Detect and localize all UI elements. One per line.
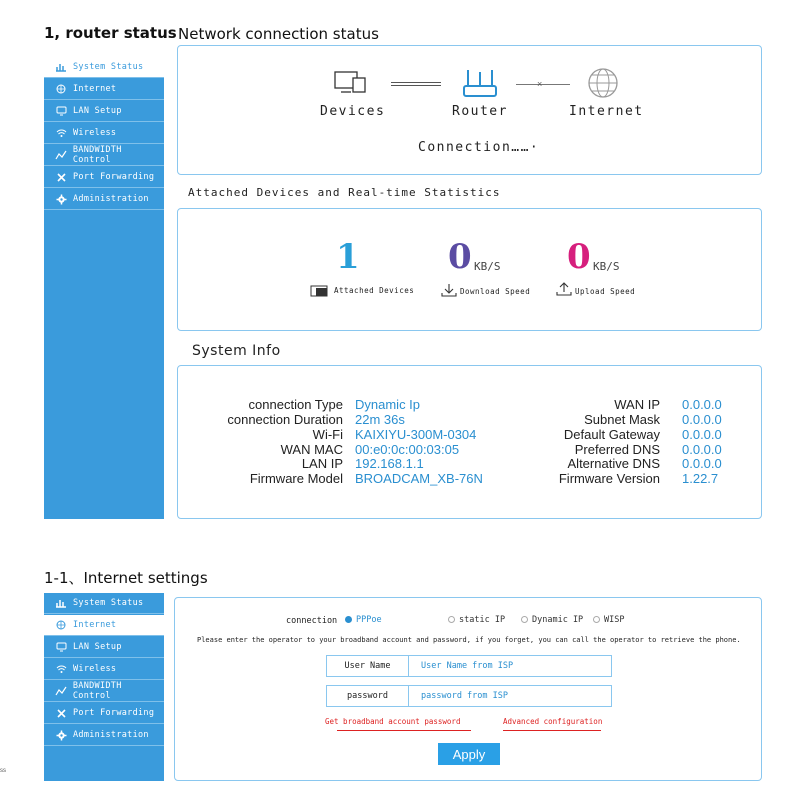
attached-devices-count: 1	[336, 237, 360, 277]
section-title-internet-settings: 1-1、Internet settings	[44, 569, 208, 587]
globe-icon	[54, 84, 68, 94]
sidebar-item-system-status[interactable]	[44, 593, 164, 614]
monitor-icon	[54, 642, 68, 652]
get-password-underline	[337, 730, 471, 731]
network-status-title: Network connection status	[178, 25, 379, 43]
sidebar-item-bandwidth-control[interactable]	[44, 681, 164, 702]
download-speed-caption: Download Speed	[460, 287, 531, 296]
attached-devices-caption: Attached Devices	[334, 286, 415, 295]
router-internet-link	[516, 84, 570, 85]
wifi-icon	[54, 664, 68, 674]
get-password-link[interactable]: Get broadband account password	[325, 717, 461, 726]
sidebar-item-label: Wireless	[73, 664, 117, 674]
connection-label: connection	[286, 616, 338, 626]
instructions-text: Please enter the operator to your broadband account and password, if you forget, you can call the operator to retrieve the phone.	[197, 636, 741, 644]
info-value-connection-duration: 22m 36s	[355, 412, 405, 427]
sidebar-item-administration[interactable]	[44, 189, 164, 210]
radio-label-static-ip: static IP	[459, 615, 506, 625]
username-input[interactable]	[409, 656, 611, 676]
info-key-wan-ip: WAN IP	[614, 397, 660, 412]
sidebar-item-internet[interactable]	[44, 615, 164, 636]
bandwidth-icon	[54, 686, 68, 696]
password-input[interactable]	[409, 686, 611, 706]
section-title-router-status: 1, router status	[44, 24, 177, 42]
info-key-preferred-dns: Preferred DNS	[574, 442, 660, 457]
sidebar-item-administration[interactable]	[44, 725, 164, 746]
info-value-wifi: KAIXIYU-300M-0304	[355, 427, 477, 442]
radio-label-wisp: WISP	[604, 615, 625, 625]
sidebar-item-bandwidth-control[interactable]	[44, 145, 164, 166]
info-key-lan-ip: LAN IP	[301, 456, 343, 471]
bar-chart-icon	[54, 598, 68, 608]
tools-icon	[54, 708, 68, 719]
sidebar-item-label: Administration	[73, 730, 149, 740]
info-value-preferred-dns: 0.0.0.0	[682, 442, 722, 457]
system-info-panel	[177, 365, 762, 519]
radio-dynamic-ip[interactable]	[521, 615, 583, 625]
attached-devices-title: Attached Devices and Real-time Statistics	[188, 186, 501, 199]
info-value-wan-ip: 0.0.0.0	[682, 397, 722, 412]
monitor-icon	[54, 106, 68, 116]
info-key-firmware-model: Firmware Model	[249, 471, 343, 486]
radio-label-pppoe: PPPoe	[356, 615, 382, 625]
sidebar-router-status	[44, 57, 164, 519]
username-label: User Name	[327, 656, 409, 676]
sidebar-item-label: BANDWIDTH Control	[72, 681, 122, 701]
download-icon	[441, 283, 457, 302]
info-value-wan-mac: 00:e0:0c:00:03:05	[355, 442, 460, 457]
sidebar-item-label: Port Forwarding	[73, 708, 155, 718]
devices-icon	[333, 68, 373, 103]
password-label: password	[327, 686, 409, 706]
info-value-alternative-dns: 0.0.0.0	[682, 456, 722, 471]
upload-speed-unit: KB/S	[593, 260, 620, 273]
sidebar-item-wireless[interactable]	[44, 123, 164, 144]
sidebar-item-wireless[interactable]	[44, 659, 164, 680]
sidebar-item-port-forwarding[interactable]	[44, 703, 164, 724]
apply-button[interactable]: Apply	[438, 743, 500, 765]
sidebar-internet-settings	[44, 593, 164, 781]
sidebar-item-label: System Status	[73, 62, 144, 72]
upload-speed-caption: Upload Speed	[575, 287, 636, 296]
sidebar-item-label: LAN Setup	[73, 106, 122, 116]
download-speed-unit: KB/S	[474, 260, 501, 273]
internet-label: Internet	[569, 104, 644, 119]
sidebar-item-lan-setup[interactable]	[44, 637, 164, 658]
sidebar-item-label: Port Forwarding	[73, 172, 155, 182]
info-key-subnet-mask: Subnet Mask	[584, 412, 660, 427]
router-label: Router	[452, 104, 508, 119]
bandwidth-icon	[54, 150, 68, 160]
internet-settings-panel	[174, 597, 762, 781]
bar-chart-icon	[54, 62, 68, 72]
internet-globe-icon	[586, 66, 620, 105]
devices-router-link	[391, 82, 441, 86]
upload-icon	[556, 282, 572, 301]
sidebar-item-label: Internet	[73, 84, 117, 94]
statistics-panel	[177, 208, 762, 331]
radio-dot	[448, 616, 455, 623]
info-value-lan-ip: 192.168.1.1	[355, 456, 424, 471]
radio-dot-selected	[345, 616, 352, 623]
connection-status-text: Connection……·	[418, 140, 540, 155]
username-field	[326, 655, 612, 677]
devices-label: Devices	[320, 104, 386, 119]
info-value-subnet-mask: 0.0.0.0	[682, 412, 722, 427]
tools-icon	[54, 172, 68, 183]
info-key-wan-mac: WAN MAC	[280, 442, 343, 457]
info-value-firmware-model: BROADCAM_XB-76N	[355, 471, 483, 486]
radio-dot	[593, 616, 600, 623]
sidebar-item-lan-setup[interactable]	[44, 101, 164, 122]
wifi-icon	[54, 128, 68, 138]
disconnected-x-icon: ×	[537, 79, 543, 89]
radio-wisp[interactable]	[593, 615, 624, 625]
margin-text: ss	[0, 768, 6, 774]
sidebar-item-label: BANDWIDTH Control	[72, 145, 122, 165]
system-info-title: System Info	[192, 343, 281, 359]
info-key-connection-duration: connection Duration	[227, 412, 343, 427]
network-status-panel	[177, 45, 762, 175]
info-value-firmware-version: 1.22.7	[682, 471, 719, 486]
upload-speed-value: 0	[567, 237, 591, 277]
gear-icon	[54, 194, 68, 205]
password-field	[326, 685, 612, 707]
sidebar-item-system-status[interactable]	[44, 57, 164, 78]
radio-static-ip[interactable]	[448, 615, 505, 625]
router-icon	[460, 66, 500, 105]
sidebar-item-internet[interactable]	[44, 79, 164, 100]
advanced-configuration-underline	[503, 730, 601, 731]
info-key-firmware-version: Firmware Version	[558, 471, 660, 486]
info-key-default-gateway: Default Gateway	[563, 427, 660, 442]
info-key-wifi: Wi-Fi	[312, 427, 343, 442]
radio-pppoe[interactable]	[345, 615, 382, 625]
advanced-configuration-link[interactable]: Advanced configuration	[503, 717, 603, 726]
sidebar-item-label: System Status	[73, 598, 144, 608]
sidebar-item-port-forwarding[interactable]	[44, 167, 164, 188]
info-value-default-gateway: 0.0.0.0	[682, 427, 722, 442]
radio-label-dynamic-ip: Dynamic IP	[532, 615, 584, 625]
gear-icon	[54, 730, 68, 741]
info-value-connection-type: Dynamic Ip	[355, 397, 421, 412]
info-key-alternative-dns: Alternative DNS	[567, 456, 660, 471]
radio-dot	[521, 616, 528, 623]
sidebar-item-label: Wireless	[73, 128, 117, 138]
globe-icon	[54, 620, 68, 630]
sidebar-item-label: Administration	[73, 194, 149, 204]
download-speed-value: 0	[448, 237, 472, 277]
info-key-connection-type: connection Type	[248, 397, 343, 412]
sidebar-item-label: Internet	[73, 620, 117, 630]
sidebar-item-label: LAN Setup	[73, 642, 122, 652]
attached-devices-icon	[310, 284, 328, 302]
